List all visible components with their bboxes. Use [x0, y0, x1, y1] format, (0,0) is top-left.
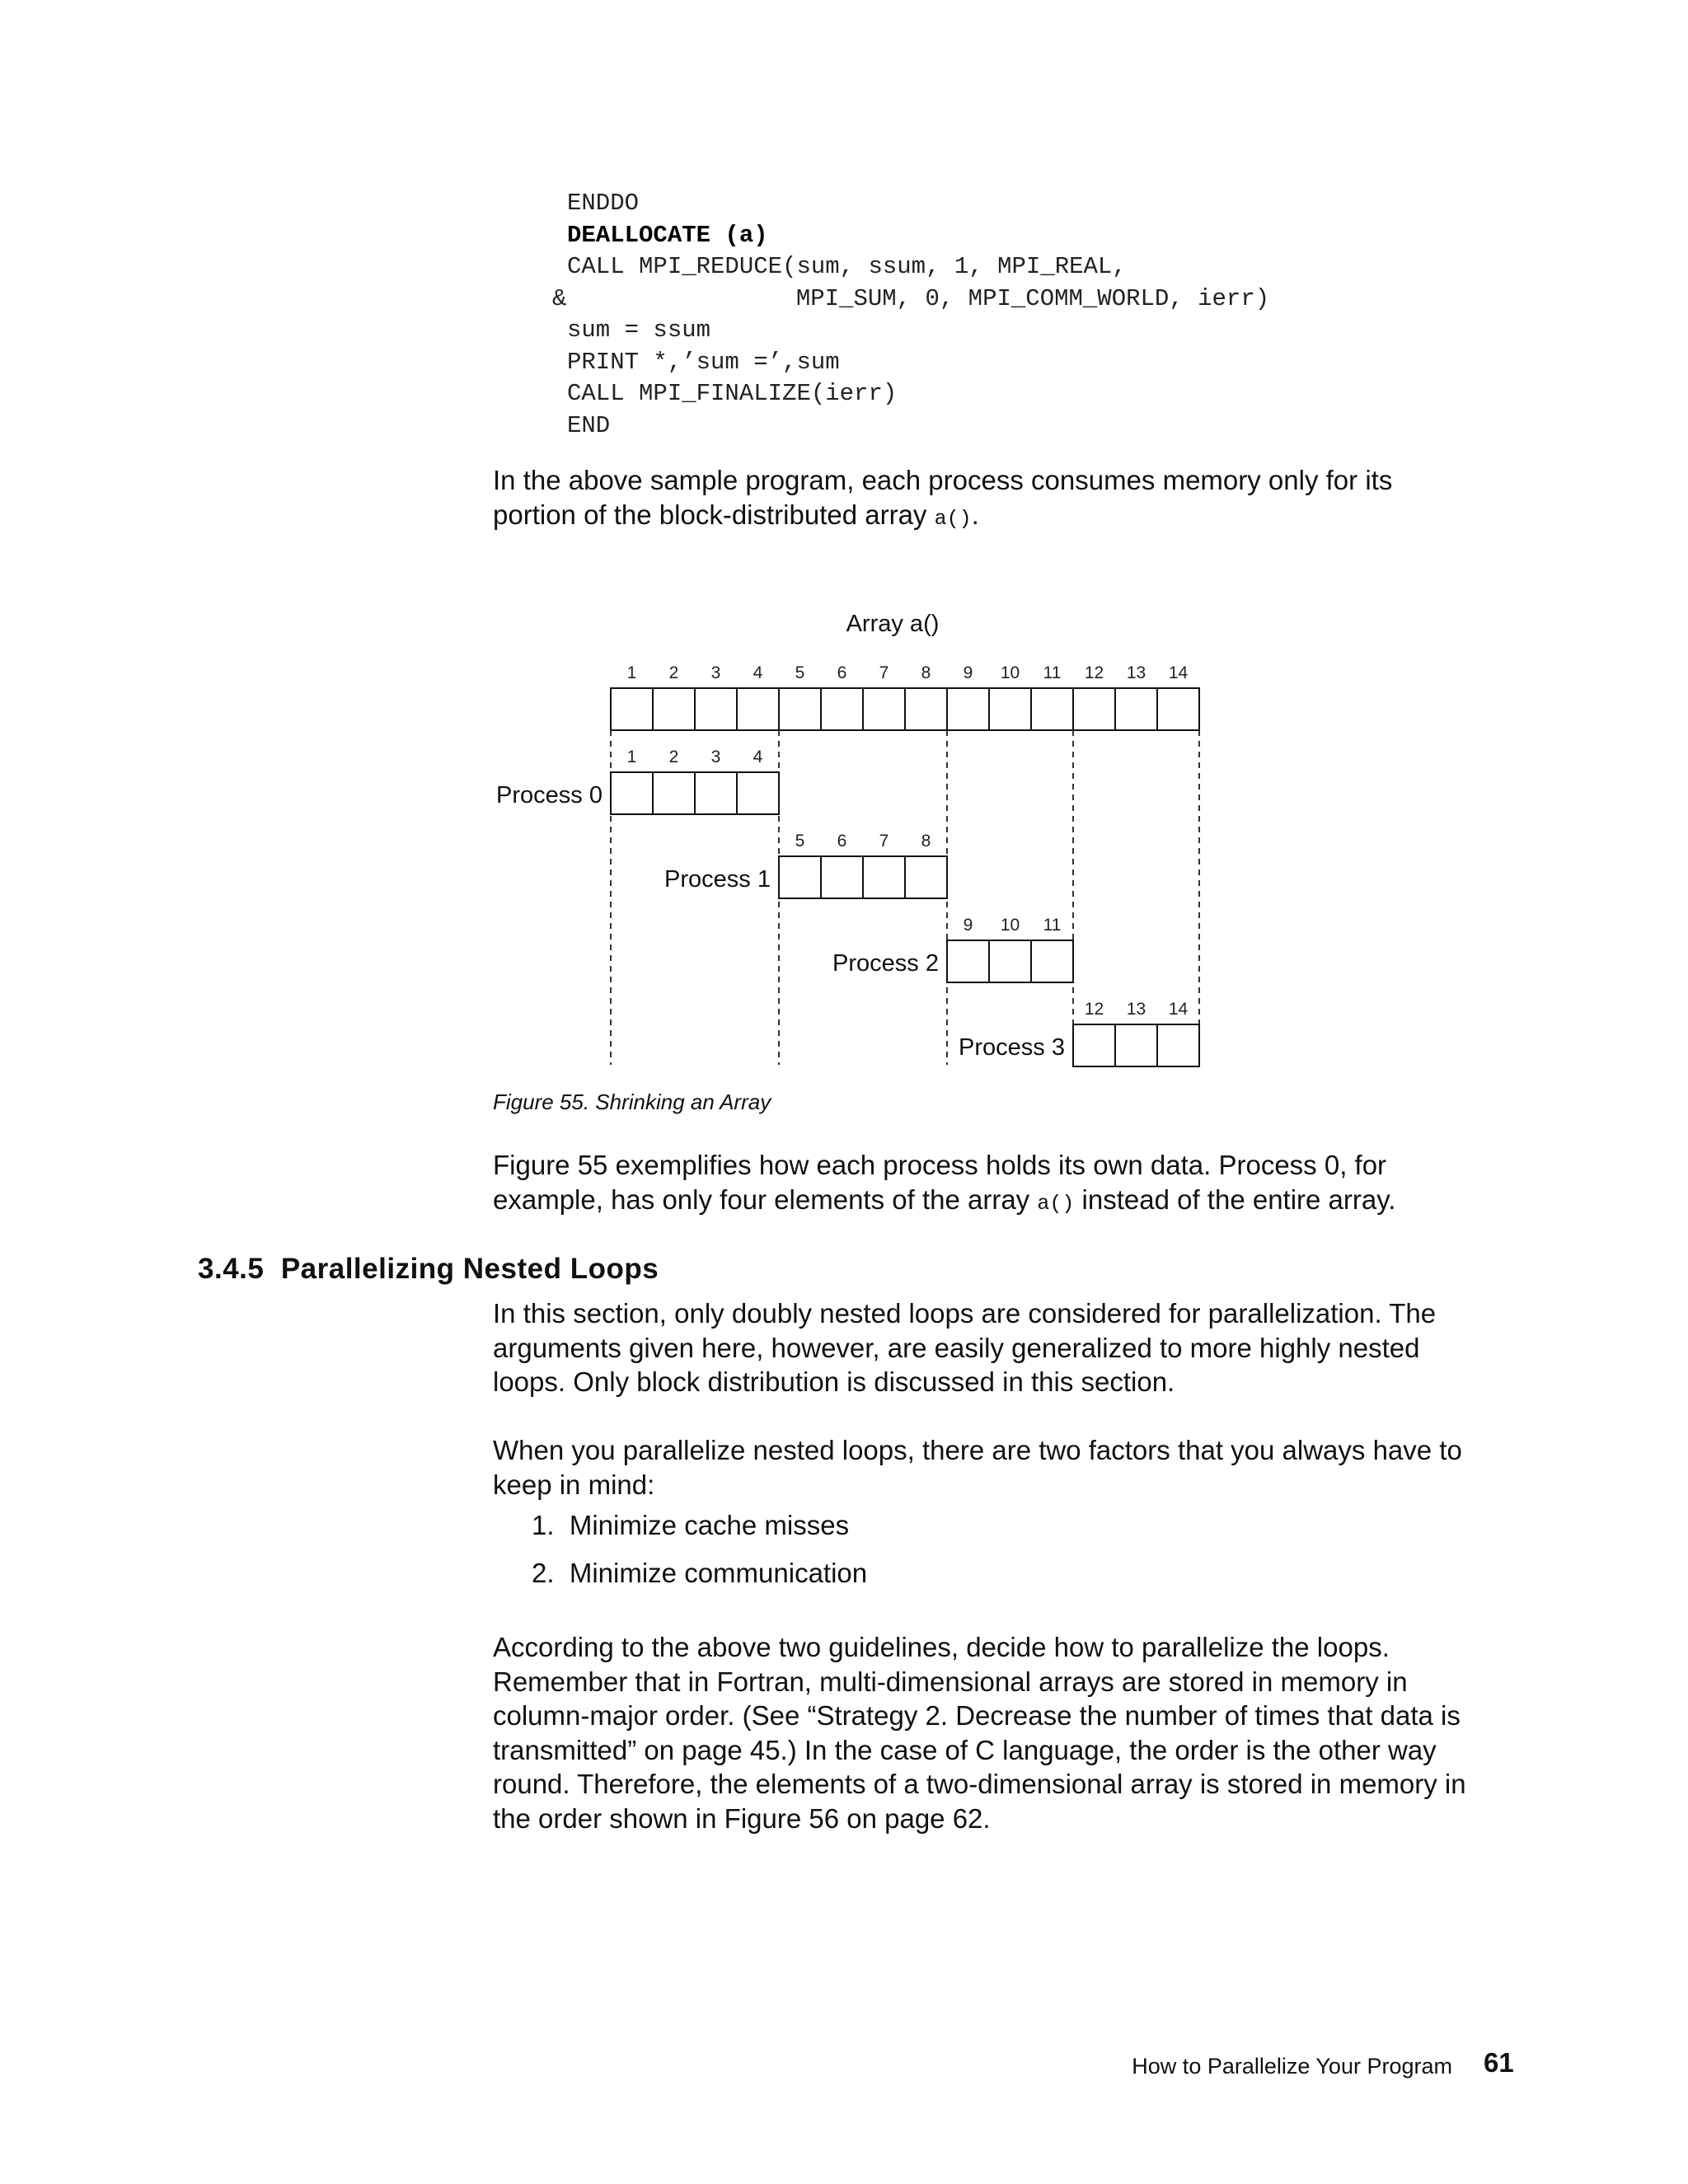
- process-blocks: [496, 748, 1199, 1066]
- array-cell: [695, 688, 737, 730]
- process-block: [664, 832, 947, 898]
- array-cell: [1031, 688, 1073, 730]
- array-index-label: 8: [921, 663, 931, 682]
- process-index-label: 11: [1043, 916, 1062, 935]
- array-index-label: 10: [1000, 663, 1020, 682]
- array-index-label: 1: [626, 663, 637, 682]
- process-index-label: 2: [668, 748, 679, 766]
- code-line: DEALLOCATE (a): [567, 221, 768, 249]
- section-number: 3.4.5: [198, 1253, 265, 1285]
- code-line: ENDDO: [567, 190, 640, 217]
- paragraph-line: loops. Only block distribution is discussed in this section.: [493, 1366, 1175, 1397]
- array-index-labels: [627, 663, 1189, 682]
- process-label: Process 2: [832, 950, 939, 977]
- process-cell: [1115, 1024, 1157, 1066]
- process-index-label: 10: [1000, 916, 1020, 935]
- process-cell: [1157, 1024, 1199, 1066]
- process-cell: [653, 772, 695, 814]
- process-cell: [737, 772, 779, 814]
- footer-chapter-title: How to Parallelize Your Program: [1132, 2054, 1452, 2079]
- code-line: CALL MPI_FINALIZE(ierr): [567, 380, 898, 407]
- array-cell: [905, 688, 947, 730]
- page-number: 61: [1484, 2047, 1514, 2078]
- array-index-label: 2: [668, 663, 679, 682]
- process-block: [959, 1000, 1199, 1066]
- process-index-label: 12: [1084, 1000, 1104, 1019]
- array-index-label: 12: [1084, 663, 1104, 682]
- inline-code: a(): [1037, 1191, 1075, 1216]
- paragraph-line: portion of the block-distributed array a().: [493, 499, 979, 531]
- code-line: CALL MPI_REDUCE(sum, ssum, 1, MPI_REAL,: [567, 253, 1127, 280]
- paragraph-line: transmitted” on page 45.) In the case of C language, the order is the other way: [493, 1734, 1437, 1765]
- paragraph-factors: [493, 1433, 1523, 1502]
- array-index-label: 14: [1168, 663, 1189, 682]
- paragraph-line: Remember that in Fortran, multi-dimensional arrays are stored in memory in: [493, 1666, 1408, 1697]
- paragraph-guidelines: [493, 1630, 1523, 1835]
- process-index-label: 9: [963, 916, 973, 935]
- process-index-label: 4: [753, 748, 763, 766]
- array-cell: [947, 688, 989, 730]
- array-index-label: 7: [879, 663, 889, 682]
- process-index-label: 13: [1126, 1000, 1146, 1019]
- process-index-label: 3: [710, 748, 721, 766]
- process-cell: [989, 940, 1031, 982]
- array-index-label: 6: [837, 663, 847, 682]
- array-cells: [611, 688, 1199, 730]
- array-index-label: 5: [795, 663, 805, 682]
- array-index-label: 11: [1043, 663, 1062, 682]
- process-index-label: 1: [626, 748, 637, 766]
- process-cell: [779, 856, 821, 898]
- figure-caption: Figure 55. Shrinking an Array: [493, 1090, 771, 1114]
- list-item: 1. Minimize cache misses: [532, 1510, 850, 1540]
- array-cell: [1157, 688, 1199, 730]
- process-cell: [695, 772, 737, 814]
- array-cell: [821, 688, 863, 730]
- array-index-label: 3: [710, 663, 721, 682]
- paragraph-section-intro: [493, 1296, 1523, 1399]
- array-cell: [611, 688, 653, 730]
- process-cell: [947, 940, 989, 982]
- paragraph-line: round. Therefore, the elements of a two-dimensional array is stored in memory in: [493, 1769, 1466, 1799]
- array-index-label: 4: [753, 663, 763, 682]
- array-cell: [989, 688, 1031, 730]
- paragraph-line: the order shown in Figure 56 on page 62.: [493, 1802, 991, 1834]
- paragraph-line: In the above sample program, each process consumes memory only for its: [493, 465, 1393, 495]
- array-cell: [1115, 688, 1157, 730]
- code-line: END: [567, 411, 611, 439]
- code-line-continuation: & MPI_SUM, 0, MPI_COMM_WORLD, ierr): [552, 284, 1270, 312]
- inline-code: a(): [934, 506, 972, 531]
- process-label: Process 1: [664, 866, 771, 893]
- figure-title: Array a(): [846, 611, 940, 637]
- paragraph-figure-explanation: [493, 1148, 1523, 1221]
- paragraph-line: According to the above two guidelines, decide how to parallelize the loops.: [493, 1632, 1390, 1662]
- array-index-label: 9: [963, 663, 973, 682]
- array-index-label: 13: [1126, 663, 1146, 682]
- array-cell: [863, 688, 905, 730]
- paragraph-line: Figure 55 exemplifies how each process holds its own data. Process 0, for: [493, 1150, 1387, 1180]
- process-cell: [1031, 940, 1073, 982]
- process-index-label: 7: [879, 832, 889, 851]
- list-item: 2. Minimize communication: [532, 1558, 868, 1588]
- paragraph-line: arguments given here, however, are easily generalized to more highly nested: [493, 1332, 1420, 1363]
- array-cell: [779, 688, 821, 730]
- array-cell: [1073, 688, 1115, 730]
- process-index-label: 6: [837, 832, 847, 851]
- process-index-label: 14: [1168, 1000, 1189, 1019]
- process-index-label: 8: [921, 832, 931, 851]
- paragraph-line: column-major order. (See “Strategy 2. Decrease the number of times that data is: [493, 1700, 1461, 1731]
- array-cell: [653, 688, 695, 730]
- section-title: Parallelizing Nested Loops: [280, 1253, 659, 1285]
- section-heading: [198, 1253, 659, 1286]
- code-line: PRINT *,’sum =’,sum: [567, 348, 840, 376]
- process-index-label: 5: [795, 832, 805, 851]
- process-cell: [905, 856, 947, 898]
- array-cell: [737, 688, 779, 730]
- process-cell: [611, 772, 653, 814]
- code-line: sum = ssum: [567, 316, 711, 344]
- process-label: Process 0: [496, 782, 603, 808]
- process-block: [832, 916, 1073, 982]
- process-block: [496, 748, 779, 814]
- process-cell: [821, 856, 863, 898]
- paragraph-line: When you parallelize nested loops, there are two factors that you always have to: [493, 1435, 1462, 1465]
- paragraph-line: example, has only four elements of the array a() instead of the entire array.: [493, 1183, 1396, 1216]
- paragraph-line: In this section, only doubly nested loops are considered for parallelization. The: [493, 1298, 1437, 1329]
- process-cell: [1073, 1024, 1115, 1066]
- process-label: Process 3: [959, 1034, 1065, 1061]
- process-cell: [863, 856, 905, 898]
- paragraph-line: keep in mind:: [493, 1469, 655, 1500]
